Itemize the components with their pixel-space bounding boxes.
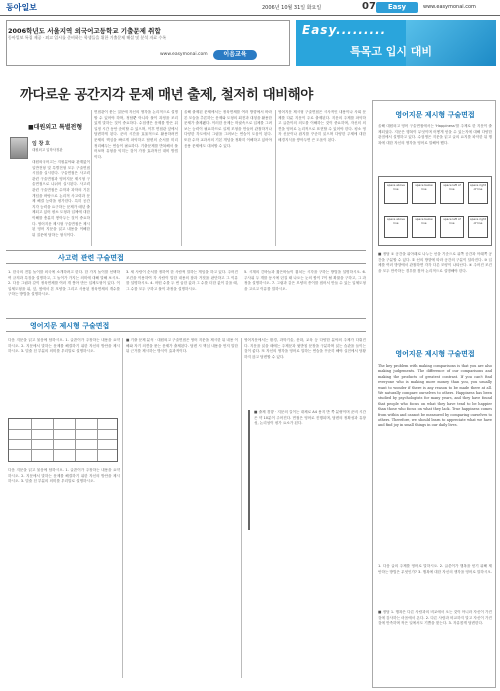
thinking-col-1: 1. 한국의 전통 놀이를 외국에 소개하려고 한다. 한 가지 놀이를 선택하여 규칙과 특징을 설명하고, 그 놀이가 가지는 의미에 대해 말해 보시오. 2. 다음 그림과 같이 정육면체를 여러 개 쌓아 만든 입체도형이 있다. 이 입체도형을 위, 앞, 옆에서 본 모양을 그리고 사용된 정육면체의 개수를 구하는 방법을 설명하시오. — [8, 270, 120, 297]
body-col-4: 영어지문 제시형 구술면접은 시사적인 내용이나 사회 문제를 다룬 지문이 주로 출제된다. 지문의 주제를 파악하고 글쓴이의 의도를 이해하는 것이 중요하며, 자신의 의견을 영어로 논리적으로 표현할 수 있어야 한다. 평소 영자 신문이나 잡지를 꾸준히 읽으며 다양한 주제에 대한 배경지식을 쌓아두면 큰 도움이 된다. — [278, 110, 366, 142]
diagram-cell: space above line — [384, 182, 408, 204]
diagram-cell: space right of line — [468, 216, 488, 238]
author-name: 임 창 호 — [32, 141, 50, 147]
section-brand: Easy — [376, 2, 418, 13]
english-passage: The key problem with making comparisons is that you are also making judgements. The difference of our comparisons and making the products of greatest contrast. If you can't find everyone who is making more money than you, you usually want to wonder if there is any reason to be made there at all. We naturally compare ourselves to others. Happiness has been studied by psychologists for many years, and they have found that people who focus on what they have tend to be happier than those who focus on what they lack. True happiness comes from within and cannot be measured by comparing ourselves to others. Therefore, we should learn to appreciate what we have and find joy in small things in our daily lives. — [378, 364, 492, 428]
question-text: 1. 다음 글의 주제를 영어로 말하시오. 2. 글쓴이가 행복을 얻기 위해 제안하는 방법은 무엇인가? 3. 행복에 대한 자신의 생각을 영어로 말하시오. — [378, 564, 492, 574]
column-divider — [275, 110, 276, 246]
body-col-2: 면접관이 묻는 질문에 자신의 생각을 논리적으로 설명할 수 있어야 하며, 정답뿐 아니라 풀이 과정을 조리 있게 말하는 것이 중요하다. 수험생은 문제를 받은 뒤 일정 시간 동안 준비할 수 있으며, 이후 면접관 앞에서 답변하게 된다. 준비 시간을 효율적으로 활용하려면 문제의 핵심을 빠르게 파악하고 답변의 순서를 미리 정리해두는 연습이 필요하다. 기출문제를 반복해서 풀어보며 유형을 익히는 것이 가장 효과적인 대비 방법이다. — [94, 110, 178, 159]
right-mid-text: ■ 정답 ① 공간을 위아래로 나누는 선을 기준으로 위쪽 공간과 아래쪽 공간을 구분할 수 있다. ② 선의 방향에 따라 공간의 구분이 달라진다. ③ 입체를 여러 방향에서 관찰하면 각각 다른 모양이 나타난다. ④ 주어진 조건을 모두 만족하는 경우를 찾아 논리적으로 설명해야 한다. — [378, 252, 492, 273]
diagram-cell: space left of line — [440, 216, 464, 238]
column-divider — [91, 110, 92, 246]
banner-easy-text: Easy......... — [302, 23, 387, 37]
diagram-cell: space left of line — [440, 182, 464, 204]
english-col-2: ■ 기출 문제 분석 · 대원외고 구술면접은 영어 지문을 제시한 뒤 내용 이해와 자기 의견을 묻는 문제가 출제된다. 답변 시 핵심 내용을 먼저 말한 뒤 근거를 제시하는 방식이 효과적이다. — [126, 338, 238, 354]
english-col-4: ■ 출제 경향 · 지문의 길이는 대체로 A4 용지 반 쪽 분량이며 준비 시간은 약 10분이 주어진다. 면접은 영어로 진행되며, 답변의 정확성과 유창성, 논리성이 평가 요소가 된다. — [254, 410, 366, 426]
newspaper-logo: 동아일보 — [6, 3, 37, 12]
column-divider — [241, 338, 242, 678]
author-photo — [10, 137, 28, 159]
column-title: ■대원외고 특별전형 — [28, 124, 83, 131]
quote-bar — [248, 410, 250, 530]
data-table — [8, 418, 118, 462]
ad-subtitle: 동아일보 특집 제공 · 외고 입시를 준비하는 학생들을 위한 기출문제 해설 및 분석 자료 수록 — [8, 35, 167, 40]
english-col-1: 다음 지문을 읽고 물음에 답하시오. 1. 글쓴이가 주장하는 내용을 요약하시오. 2. 지문에서 말하는 문제를 해결하기 위한 자신의 방안을 제시하시오. 3. 밑줄 친 부분의 의미를 우리말로 설명하시오. — [8, 338, 120, 354]
body-col-1: 대원외국어고는 지원분야와 관계없이 일반전형 및 특별전형 모두 구술면접 시험을 실시한다. 구술면접은 사고력 관련 구술면접과 영어지문 제시형 구술면접으로 나뉘어 실시된다. 사고력 관련 구술면접은 수학과 과학의 기본 개념을 바탕으로 논리적 사고력과 문제 해결 능력을 평가한다. 특히 공간지각 능력을 요구하는 문제가 매년 출제되고 있어 평소 도형과 입체에 대한 이해를 충분히 쌓아두는 것이 중요하다. 영어지문 제시형 구술면접은 제시된 영어 지문을 읽고 내용을 이해한 뒤 질문에 답하는 형식이다. — [32, 160, 90, 237]
answer-text: ■ 정답 1. 행복은 다른 사람과의 비교에서 오는 것이 아니라 자신이 가진 것에 감사하는 마음에서 온다. 2. 다른 사람과 비교하지 말고 자신이 가진 것에 만족하며 작은 일에서도 기쁨을 찾는다. 3. 자유롭게 답변한다. — [378, 610, 492, 626]
english-col-1b: 다음 지문을 읽고 물음에 답하시오. 1. 글쓴이가 주장하는 내용을 요약하시오. 2. 지문에서 말하는 문제를 해결하기 위한 자신의 방안을 제시하시오. 3. 밑줄 친 부분의 의미를 우리말로 설명하시오. — [8, 468, 120, 484]
site-url[interactable]: www.easymonai.com — [423, 4, 476, 10]
right-section-title-bottom: 영어지문 제시형 구술면접 — [395, 350, 475, 358]
banner-title: 특목고 입시 대비 — [350, 45, 433, 58]
thinking-col-3: 5. 시계의 긴바늘과 짧은바늘이 겹치는 시각을 구하는 방법을 설명하시오. 6. 주사위 두 개를 동시에 던질 때 나오는 눈의 합이 7이 될 확률을 구하고, 그 과정을 설명하시오. 7. 그림과 같은 모양의 종이를 접어서 만들 수 있는 입체도형을 고르고 이유를 말하시오. — [244, 270, 366, 291]
right-top-text: 올해 대원외고 영어 구술면접에서는 'Happiness'를 주제로 한 지문이 출제되었다. 지문은 행복이 무엇이며 어떻게 얻을 수 있는지에 대해 다양한 관점에서 설명하고 있다. 수험생은 지문을 읽고 글의 요지를 파악한 뒤 행복에 대한 자신의 생각을 영어로 말해야 했다. — [378, 124, 492, 145]
body-col-3: 올해 출제된 문제에서는 정육면체를 여러 방향에서 바라본 모습을 추론하는 문제와 도형의 회전과 대칭을 활용한 문제가 출제됐다. 이러한 문제는 머릿속으로 입체를 그려보는 능력이 필요하므로 실제 모형을 만들어 관찰하거나 다양한 각도에서 그림을 그려보는 연습이 도움이 된다. 또한 수학 교과서의 기본 개념을 정확히 이해하고 있어야 응용 문제에도 대처할 수 있다. — [184, 110, 272, 148]
diagram-cell: space above line — [384, 216, 408, 238]
ad-logo: 이음교육 — [213, 50, 257, 60]
page-headline: 까다로운 공간지각 문제 매년 출제, 철저히 대비해야 — [20, 87, 313, 103]
ad-url[interactable]: www.easymonai.com — [160, 52, 208, 57]
section-title-thinking: 사고력 관련 구술면접 — [58, 254, 124, 262]
column-divider — [181, 110, 182, 246]
diagram-cell: space below line — [412, 182, 436, 204]
section-title-english: 영어지문 제시형 구술면접 — [30, 322, 110, 330]
english-col-3: 영어지문에서는 환경, 과학기술, 문화, 교육 등 다양한 분야의 주제가 다뤄진다. 지문을 읽을 때에는 주제문과 뒷받침 문장을 구분하며 읽는 습관을 들이는 것이 좋다. 또 자신의 생각을 영어로 말하는 연습을 꾸준히 해야 실전에서 당황하지 않고 답변할 수 있다. — [244, 338, 366, 359]
dateline: 2006년 10월 31일 화요일 — [262, 5, 322, 11]
diagram-cell: space below line — [412, 216, 436, 238]
column-divider — [122, 338, 123, 678]
diagram-cell: space right of line — [468, 182, 488, 204]
page-number: 07 — [362, 1, 376, 12]
right-section-title-top: 영어지문 제시형 구술면접 — [395, 111, 475, 119]
thinking-col-2: 3. 세 사람이 순서를 정하여 한 사람씩 말하는 게임을 하고 있다. 주어진 조건을 이용하여 각 사람이 말한 내용의 참과 거짓을 판단하고 그 이유를 설명하시오. 4. 어떤 수를 두 번 곱한 값과 그 수를 더한 값이 같을 때, 그 수를 모두 구하고 풀이 과정을 설명하시오. — [126, 270, 238, 291]
ad-title: 2006학년도 서울지역 외국어고등학교 기출문제 취합 — [8, 27, 161, 35]
author-description: 대원외고 입학사정관 — [32, 148, 63, 152]
